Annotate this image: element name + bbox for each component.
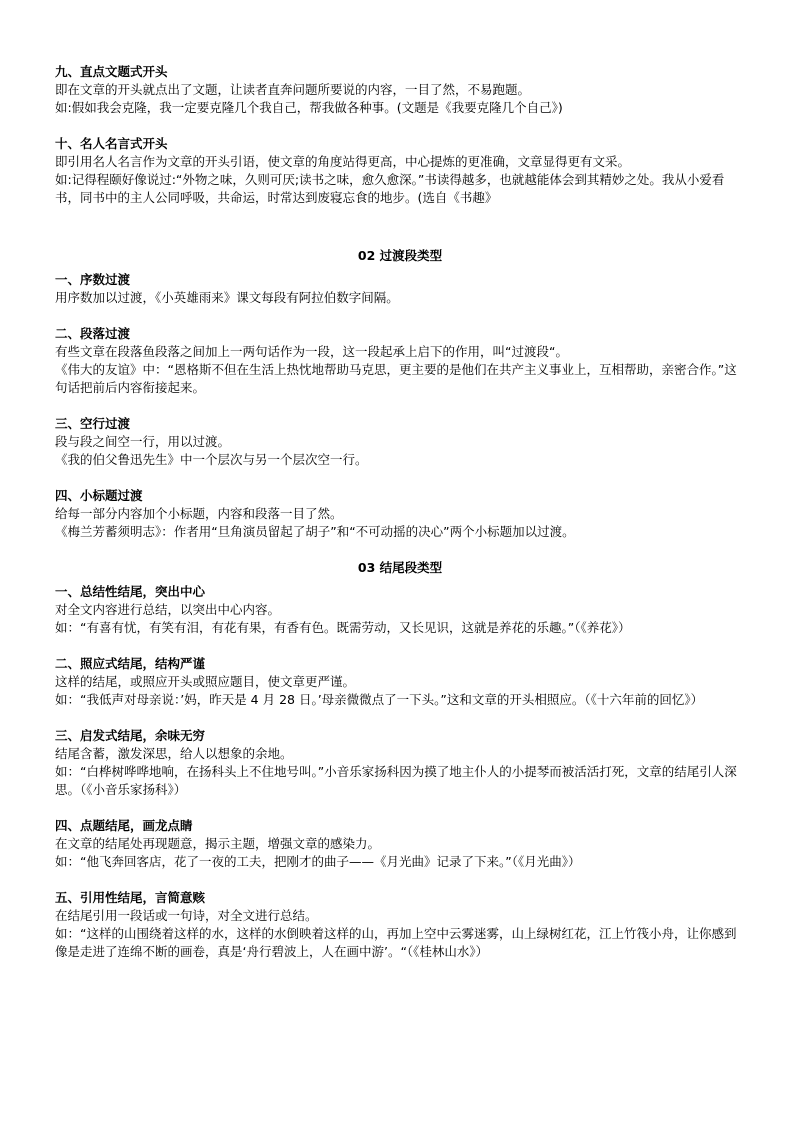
paragraph: 即引用名人名言作为文章的开头引语，使文章的角度站得更高，中心提炼的更准确，文章显得更有文采。 (55, 154, 631, 169)
heading: 三、启发式结尾，余味无穷 (55, 728, 206, 743)
paragraph: 即在文章的开头就点出了文题，让读者直奔问题所要说的内容，一目了然，不易跑题。 (55, 82, 531, 97)
paragraph: 给每一部分内容加个小标题，内容和段落一目了然。 (55, 506, 343, 521)
paragraph: 如:假如我会克隆，我一定要克隆几个我自己，帮我做各种事。(文题是《我要克隆几个自己》) (55, 100, 563, 115)
paragraph: 有些文章在段落鱼段落之间加上一两句话作为一段，这一段起承上启下的作用，叫“过渡段“。 (55, 344, 568, 359)
heading: 二、段落过渡 (55, 326, 131, 341)
paragraph: 在结尾引用一段话或一句诗，对全文进行总结。 (55, 908, 318, 923)
heading: 三、空行过渡 (55, 416, 131, 431)
paragraph: 如：“这样的山围绕着这样的水，这样的水倒映着这样的山，再加上空中云雾迷雾，山上绿树红花，江上竹筏小舟，让你感到像是走进了连绵不断的画卷，真是‘舟行碧波上，人在画中游’。“（《桂林山水》） (55, 926, 737, 959)
section-title-ending: 03 结尾段类型 (357, 560, 443, 575)
paragraph: 在文章的结尾处再现题意，揭示主题，增强文章的感染力。 (55, 836, 381, 851)
paragraph: 结尾含蓄，激发深思，给人以想象的余地。 (55, 746, 293, 761)
paragraph: 《我的伯父鲁迅先生》中一个层次与另一个层次空一行。 (55, 452, 368, 467)
section-transition-3 (55, 415, 745, 469)
paragraph: 段与段之间空一行，用以过渡。 (55, 434, 231, 449)
section-ending-1 (55, 583, 745, 637)
paragraph: 对全文内容进行总结，以突出中心内容。 (55, 602, 281, 617)
section-transition-4 (55, 487, 745, 541)
paragraph: 如:记得程颐好像说过:“外物之味，久则可厌;读书之味，愈久愈深。”书读得越多，也就越能体会到其精妙之处。我从小爱看书，同书中的主人公同呼吸，共命运，时常达到废寝忘食的地步。(选自《书趣》 (55, 172, 725, 205)
section-ending-5 (55, 889, 745, 961)
paragraph: 《伟大的友谊》中：“恩格斯不但在生活上热忱地帮助马克思，更主要的是他们在共产主义事业上，互相帮助，亲密合作。”这句话把前后内容衔接起来。 (55, 362, 737, 395)
section-ending-3 (55, 727, 745, 799)
heading: 一、总结性结尾，突出中心 (55, 584, 206, 599)
paragraph: 如：“我低声对母亲说：’妈，昨天是 4 月 28 日。’母亲微微点了一下头。”这和文章的开头相照应。（《十六年前的回忆》） (55, 692, 704, 707)
section-title-transition: 02 过渡段类型 (357, 248, 443, 263)
section-transition-1 (55, 271, 745, 307)
section-ending-4 (55, 817, 745, 871)
paragraph: 如：“他飞奔回客店，花了一夜的工夫，把刚才的曲子——《月光曲》记录了下来。”（《月光曲》） (55, 854, 581, 869)
section-transition-2 (55, 325, 745, 397)
heading: 五、引用性结尾，言简意赅 (55, 890, 206, 905)
heading: 九、直点文题式开头 (55, 64, 168, 79)
heading: 二、照应式结尾，结构严谨 (55, 656, 206, 671)
paragraph: 这样的结尾，或照应开头或照应题目，使文章更严谨。 (55, 674, 356, 689)
heading: 四、点题结尾，画龙点睛 (55, 818, 193, 833)
paragraph: 如：“有喜有忧，有笑有泪，有花有果，有香有色。既需劳动，又长见识，这就是养花的乐趣。”（《养花》） (55, 620, 631, 635)
paragraph: 如：“白桦树哗哗地响，在扬科头上不住地号叫。”小音乐家扬科因为摸了地主仆人的小提琴而被活活打死，文章的结尾引人深思。（《小音乐家扬科》） (55, 764, 737, 797)
heading: 一、序数过渡 (55, 272, 131, 287)
heading: 十、名人名言式开头 (55, 136, 168, 151)
paragraph: 用序数加以过渡，《小英雄雨来》课文每段有阿拉伯数字间隔。 (55, 290, 399, 305)
paragraph: 《梅兰芳蓄须明志》：作者用“旦角演员留起了胡子”和“不可动摇的决心”两个小标题加以过渡。 (55, 524, 575, 539)
section-opening-9 (55, 63, 745, 117)
section-opening-10 (55, 135, 745, 207)
document-page (55, 63, 745, 979)
section-ending-2 (55, 655, 745, 709)
heading: 四、小标题过渡 (55, 488, 143, 503)
